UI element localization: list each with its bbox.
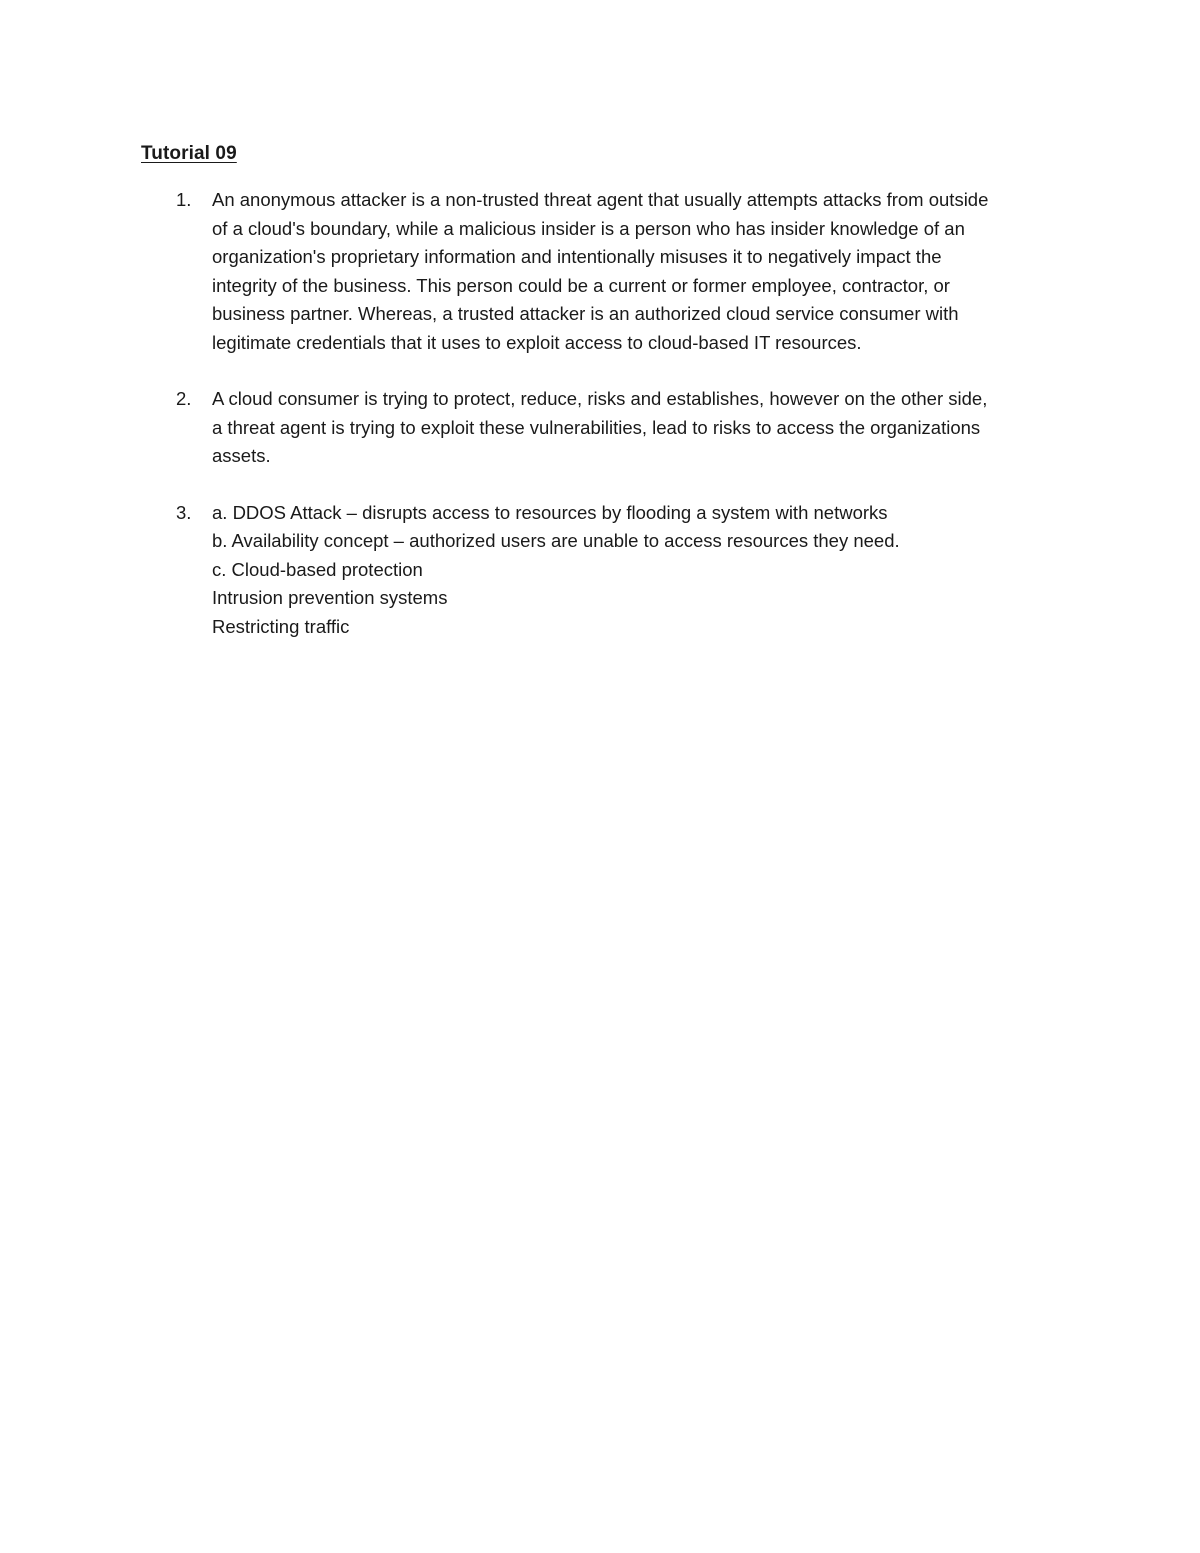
paragraph-line: organization's proprietary information and intentionally misuses it to negatively impact the <box>212 246 942 267</box>
paragraph-line: Restricting traffic <box>212 615 350 637</box>
list-item-number: 3. <box>176 501 192 523</box>
paragraph-line: integrity of the business. This person could be a current or former employee, contractor, or <box>212 274 950 296</box>
paragraph-line: of a cloud's boundary, while a malicious insider is a person who has insider knowledge of an <box>212 217 965 239</box>
answer-list <box>176 186 1076 669</box>
list-item <box>176 499 1076 642</box>
paragraph-line: A cloud consumer is trying to protect, reduce, risks and establishes, however on the other side, <box>212 388 988 409</box>
paragraph-line: a threat agent is trying to exploit these vulnerabilities, lead to risks to access the organizations <box>212 416 981 438</box>
paragraph-line: Intrusion prevention systems <box>212 587 448 608</box>
paragraph-line: legitimate credentials that it uses to exploit access to cloud-based IT resources. <box>212 331 862 353</box>
list-item-number: 2. <box>176 388 192 409</box>
paragraph-line: b. Availability concept – authorized users are unable to access resources they need. <box>212 530 900 551</box>
paragraph-line: c. Cloud-based protection <box>212 558 423 580</box>
list-item-number: 1. <box>176 189 192 210</box>
list-item <box>176 186 1076 357</box>
paragraph-line: a. DDOS Attack – disrupts access to resources by flooding a system with networks <box>212 501 888 523</box>
paragraph-line: An anonymous attacker is a non-trusted threat agent that usually attempts attacks from outside <box>212 189 989 210</box>
paragraph-line: business partner. Whereas, a trusted attacker is an authorized cloud service consumer with <box>212 303 959 324</box>
paragraph-line: assets. <box>212 445 271 466</box>
list-item <box>176 385 1076 471</box>
page-title: Tutorial 09 <box>141 143 237 164</box>
